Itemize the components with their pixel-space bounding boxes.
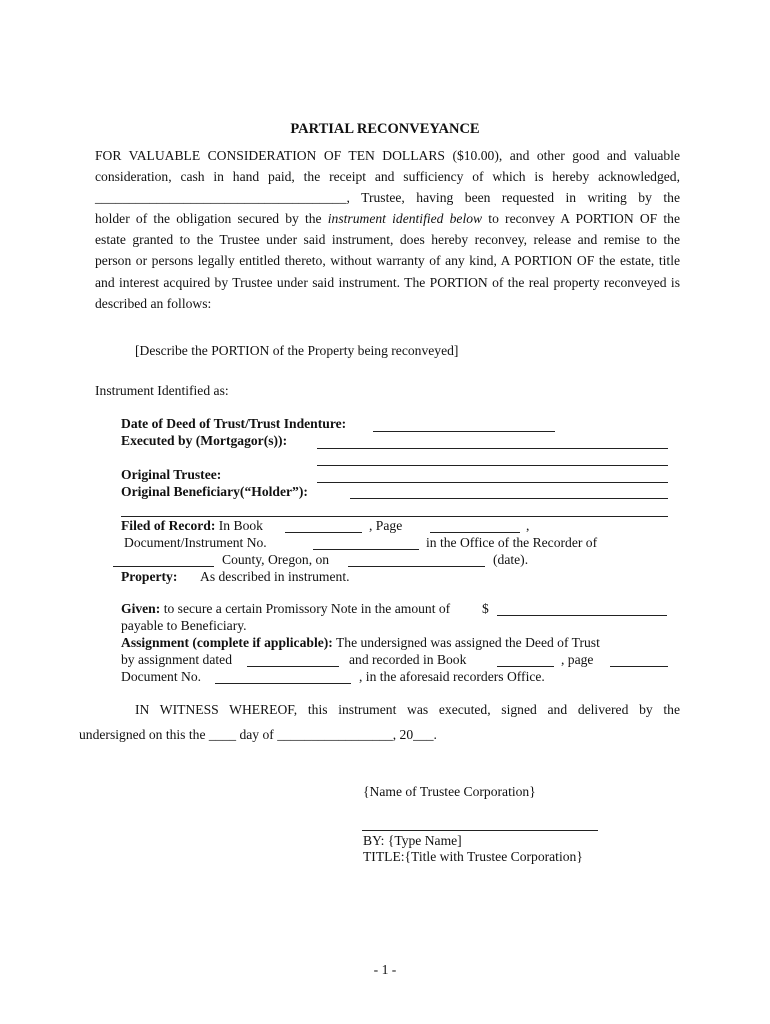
intro-line-6: person or persons legally entitled thereto, without warranty of any kind, A PORTION OF the estate, title: [95, 253, 680, 269]
assignment-row: [121, 635, 600, 651]
intro-line-4: [95, 208, 680, 229]
trustee-name-blank[interactable]: _____________________________________: [95, 190, 347, 206]
in-office-label: in the Office of the Recorder of: [426, 535, 598, 550]
intro-line-3: [95, 187, 680, 208]
county-oregon-label: County, Oregon, on: [222, 552, 330, 567]
comma-label: ,: [526, 518, 530, 533]
original-trustee-line[interactable]: [317, 482, 668, 483]
original-beneficiary-line[interactable]: [350, 498, 668, 499]
aforesaid-text: , in the aforesaid recorders Office.: [359, 669, 545, 684]
page-number-line[interactable]: [430, 532, 520, 533]
intro-line-3-text: , Trustee, having been requested in writing by the: [346, 190, 680, 206]
given-row: [121, 601, 450, 617]
intro-line-4-post: to reconvey A PORTION OF the: [488, 211, 680, 227]
date-of-deed-label: Date of Deed of Trust/Trust Indenture:: [121, 416, 347, 431]
page-label: , Page: [369, 518, 403, 533]
original-trustee-label: Original Trustee:: [121, 467, 222, 482]
payable-text: payable to Beneficiary.: [121, 618, 247, 633]
property-label: Property:: [121, 569, 178, 584]
original-beneficiary-label: Original Beneficiary(“Holder”):: [121, 484, 308, 499]
assignment-text: The undersigned was assigned the Deed of Trust: [335, 635, 600, 650]
date-label: (date).: [493, 552, 529, 567]
dollar-sign: $: [482, 601, 489, 616]
witness-line-2: undersigned on this the ____ day of _________________, 20___.: [79, 727, 437, 742]
signature-line[interactable]: [362, 830, 598, 831]
intro-line-5: estate granted to the Trustee under said instrument, does hereby reconvey, release and remise to the: [95, 232, 680, 248]
intro-line-1: FOR VALUABLE CONSIDERATION OF TEN DOLLARS ($10.00), and other good and valuable: [95, 148, 680, 163]
intro-line-7: and interest acquired by Trustee under said instrument. The PORTION of the real property reconveyed is: [95, 274, 680, 290]
filed-of-record-row: [121, 518, 263, 534]
intro-line-8: described an follows:: [95, 295, 212, 311]
assignment-page-label: , page: [561, 652, 594, 667]
trustee-corporation-name: {Name of Trustee Corporation}: [363, 784, 536, 799]
book-number-line[interactable]: [285, 532, 362, 533]
instrument-identified-label: Instrument Identified as:: [95, 383, 229, 398]
property-value: As described in instrument.: [200, 569, 350, 584]
assignment-date-line[interactable]: [247, 666, 339, 667]
assignment-book-line[interactable]: [497, 666, 554, 667]
intro-line-4-emphasis: instrument identified below: [327, 211, 483, 227]
in-book-label: In Book: [218, 518, 263, 533]
describe-portion-placeholder[interactable]: [Describe the PORTION of the Property being reconveyed]: [135, 343, 459, 358]
given-text: to secure a certain Promissory Note in the amount of: [163, 601, 451, 616]
amount-line[interactable]: [497, 615, 667, 616]
executed-by-line-2[interactable]: [317, 465, 668, 466]
intro-line-2: consideration, cash in hand paid, the receipt and sufficiency of which is hereby acknowledged,: [95, 169, 680, 185]
signature-title: TITLE:{Title with Trustee Corporation}: [363, 849, 583, 864]
county-line[interactable]: [113, 566, 214, 567]
document-no-label: Document No.: [121, 669, 202, 684]
assignment-page-line[interactable]: [610, 666, 668, 667]
document-instrument-no-line[interactable]: [313, 549, 419, 550]
intro-paragraph: [95, 145, 680, 314]
document-instrument-no-label: Document/Instrument No.: [124, 535, 267, 550]
recorded-in-book-label: and recorded in Book: [349, 652, 467, 667]
document-title: PARTIAL RECONVEYANCE: [290, 121, 480, 137]
assignment-label: Assignment (complete if applicable):: [121, 635, 333, 650]
executed-by-line-1[interactable]: [317, 448, 668, 449]
by-assignment-dated-label: by assignment dated: [121, 652, 232, 667]
filed-of-record-label: Filed of Record:: [121, 518, 216, 533]
intro-line-4-pre: holder of the obligation secured by the: [95, 211, 322, 227]
witness-line-1: IN WITNESS WHEREOF, this instrument was executed, signed and delivered by the: [135, 702, 680, 717]
date-of-deed-line[interactable]: [373, 431, 555, 432]
section-separator: [121, 516, 668, 517]
signature-by: BY: {Type Name]: [363, 833, 462, 848]
record-date-line[interactable]: [348, 566, 485, 567]
given-label: Given:: [121, 601, 161, 616]
document-no-line[interactable]: [215, 683, 351, 684]
page-number: - 1 -: [373, 962, 397, 977]
executed-by-label: Executed by (Mortgagor(s)):: [121, 433, 288, 448]
